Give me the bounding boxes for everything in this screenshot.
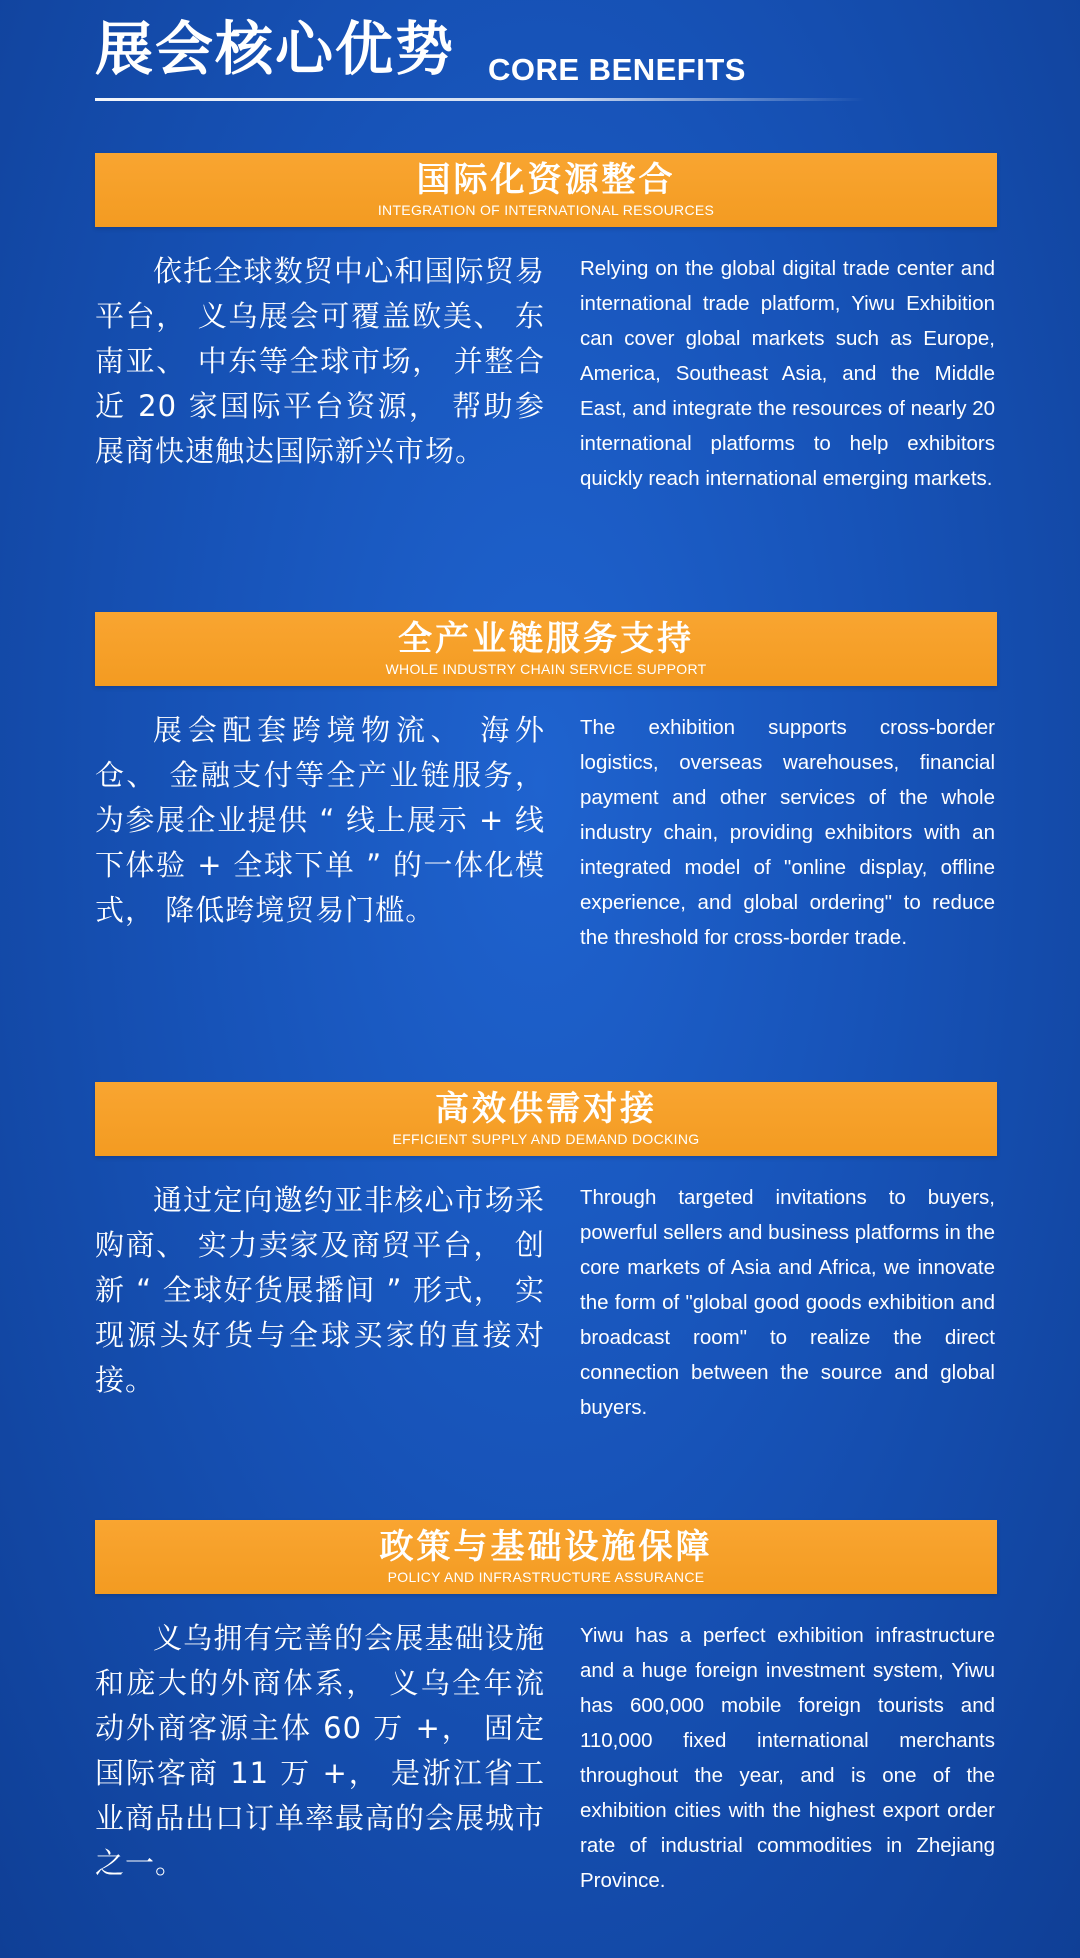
section-banner [95,153,997,227]
section-body-zh: 展会配套跨境物流、 海外仓、 金融支付等全产业链服务， 为参展企业提供 “ 线上展示 + 线下体验 + 全球下单 ” 的一体化模式， 降低跨境贸易门槛。 [95,713,545,927]
section-title-en: INTEGRATION OF INTERNATIONAL RESOURCES [377,202,715,218]
section-title-zh: 国际化资源整合 [416,160,676,200]
section-body-en: The exhibition supports cross-border logistics, overseas warehouses, financial payment and other services of the whole industry chain, providing exhibitors with an integrated model of "online display, offline experience, and global ordering" to reduce the threshold for cross-border trade. [580,716,995,949]
section-banner [95,1520,997,1594]
section-body-en: Through targeted invitations to buyers, powerful sellers and business platforms in the core markets of Asia and Africa, we innovate the form of "global good goods exhibition and broadcast room" to realize the direct connection between the source and global buyers. [580,1186,995,1419]
section-body-zh: 通过定向邀约亚非核心市场采购商、 实力卖家及商贸平台， 创新 “ 全球好货展播间 ” 形式， 实现源头好货与全球买家的直接对接。 [95,1183,545,1397]
section-title-zh: 政策与基础设施保障 [379,1527,713,1567]
section-body-en: Relying on the global digital trade center and international trade platform, Yiwu Exhibition can cover global markets such as Europe, America, Southeast Asia, and the Middle East, and integrate the resources of nearly 20 international platforms to help exhibitors quickly reach international emerging markets. [580,257,995,490]
section-title-en: EFFICIENT SUPPLY AND DEMAND DOCKING [392,1131,700,1147]
section-title-en: WHOLE INDUSTRY CHAIN SERVICE SUPPORT [385,661,707,677]
section-title-zh: 高效供需对接 [435,1089,657,1129]
section-banner [95,1082,997,1156]
page-header [95,12,995,102]
section-banner [95,612,997,686]
section-body-zh: 依托全球数贸中心和国际贸易平台， 义乌展会可覆盖欧美、 东南亚、 中东等全球市场， 并整合近 20 家国际平台资源， 帮助参展商快速触达国际新兴市场。 [95,254,545,468]
section-title-zh: 全产业链服务支持 [398,619,694,659]
header-underline [95,98,865,101]
section-body-en: Yiwu has a perfect exhibition infrastructure and a huge foreign investment system, Yiwu has 600,000 mobile foreign tourists and 110,000 fixed international merchants throughout the year, and is one of the exhibition cities with the highest export order rate of industrial commodities in Zhejiang Province. [580,1624,995,1892]
section-body-zh: 义乌拥有完善的会展基础设施和庞大的外商体系， 义乌全年流动外商客源主体 60 万 +， 固定国际客商 11 万 +， 是浙江省工业商品出口订单率最高的会展城市之一。 [95,1621,546,1880]
page-title-zh: 展会核心优势 [95,15,456,83]
section-title-en: POLICY AND INFRASTRUCTURE ASSURANCE [387,1569,705,1585]
page-title-en: CORE BENEFITS [488,52,746,87]
